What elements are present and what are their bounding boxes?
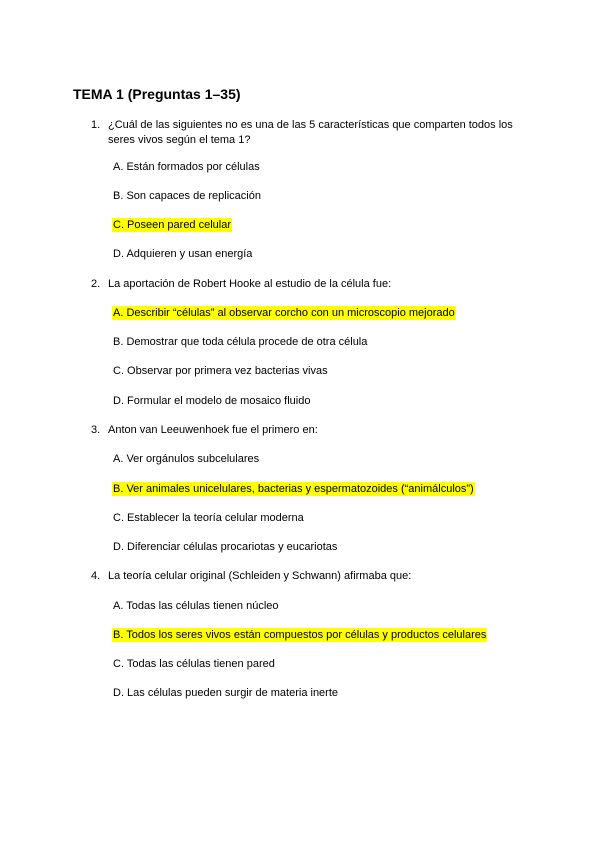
option-text-highlighted: C. Poseen pared celular <box>113 219 232 231</box>
question-text: ¿Cuál de las siguientes no es una de las 5 características que comparten todos los seres vivos según el tema 1? <box>108 119 513 146</box>
question-4-option-d <box>112 686 339 700</box>
question-2-option-a <box>112 306 456 320</box>
question-3-option-c <box>112 511 305 525</box>
option-text: D. Adquieren y usan energía <box>113 248 253 260</box>
option-text-highlighted: B. Todos los seres vivos están compuestos por células y productos celulares <box>113 629 487 641</box>
option-text: D. Las células pueden surgir de materia inerte <box>113 687 339 699</box>
question-number: 1. <box>91 119 101 131</box>
question-4-option-b <box>112 628 487 642</box>
question-3-option-d <box>112 540 338 554</box>
question-1-option-b <box>112 189 262 203</box>
question-2-option-b <box>112 335 368 349</box>
option-text: B. Son capaces de replicación <box>113 190 261 202</box>
question-text: La teoría celular original (Schleiden y Schwann) afirmaba que: <box>108 570 412 582</box>
question-2-option-d <box>112 394 311 408</box>
question-3-option-a <box>112 452 260 466</box>
option-text: A. Ver orgánulos subcelulares <box>113 453 260 465</box>
question-1-option-a <box>112 160 261 174</box>
option-text: C. Todas las células tienen pared <box>113 658 275 670</box>
question-1-option-d <box>112 247 253 261</box>
question-1-option-c <box>112 218 232 232</box>
option-text: A. Están formados por células <box>113 161 260 173</box>
question-3-option-b <box>112 482 475 496</box>
option-text: C. Observar por primera vez bacterias vivas <box>113 365 328 377</box>
question-4-option-c <box>112 657 276 671</box>
question-number: 2. <box>91 278 101 290</box>
option-text: D. Formular el modelo de mosaico fluido <box>113 395 311 407</box>
page-title: TEMA 1 (Preguntas 1–35) <box>73 86 241 102</box>
question-text: Anton van Leeuwenhoek fue el primero en: <box>108 424 318 436</box>
question-text: La aportación de Robert Hooke al estudio de la célula fue: <box>108 278 392 290</box>
option-text: A. Todas las células tienen núcleo <box>113 600 279 612</box>
option-text: C. Establecer la teoría celular moderna <box>113 512 304 524</box>
question-number: 3. <box>91 424 101 436</box>
option-text-highlighted: A. Describir “células” al observar corcho con un microscopio mejorado <box>113 307 455 319</box>
question-4-option-a <box>112 599 280 613</box>
option-text-highlighted: B. Ver animales unicelulares, bacterias y espermatozoides (“animálculos”) <box>113 483 474 495</box>
option-text: D. Diferenciar células procariotas y eucariotas <box>113 541 338 553</box>
question-2-option-c <box>112 364 329 378</box>
question-number: 4. <box>91 570 101 582</box>
option-text: B. Demostrar que toda célula procede de otra célula <box>113 336 368 348</box>
